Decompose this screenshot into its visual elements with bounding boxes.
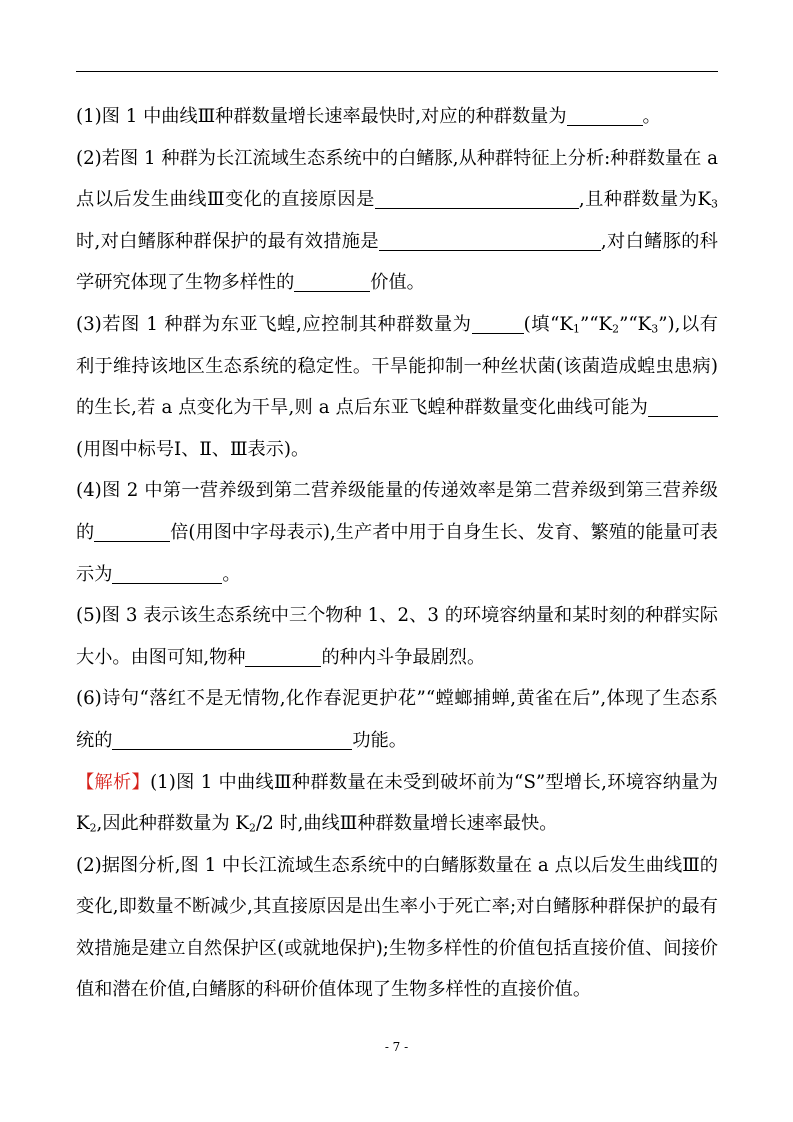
analysis-p1-sub: 2 [89, 821, 97, 835]
q2-k: K [697, 189, 712, 211]
analysis-tag: 【解析】 [76, 771, 151, 793]
q2-text-b: ,且种群数量为 [578, 189, 698, 211]
document-body [76, 96, 718, 1011]
question-6 [76, 678, 718, 761]
q3-sub-3: 3 [651, 322, 659, 336]
answer-blank-3a[interactable] [472, 314, 524, 334]
answer-blank-5[interactable] [245, 647, 321, 667]
q2-text-d: ,对白鳍豚的科学研究体现了生物多样性的 [76, 230, 718, 294]
q4-text-b: 倍(用图中字母表示),生产者中用于自身生长、发育、繁殖的能量可表示为 [76, 521, 718, 585]
q1-text: (1)图 1 中曲线Ⅲ种群数量增长速率最快时,对应的种群数量为 [76, 106, 567, 127]
q3-sub-2: 2 [612, 322, 620, 336]
q3-sub-1: 1 [572, 322, 580, 336]
question-4 [76, 470, 718, 595]
analysis-p1-sub2: 2 [249, 821, 256, 835]
answer-blank-2c[interactable] [294, 272, 370, 292]
q3-text-d: ”“K [619, 313, 652, 335]
q5-text-a: (5)图 3 表示该生态系统中三个物种 1、2、3 的环境容纳量和某时刻的种群实际大小。由图可知,物种 [76, 605, 718, 668]
answer-blank-2b[interactable] [379, 231, 601, 251]
q3-text-c: ”“K [579, 313, 613, 335]
q6-text-b: 功能。 [352, 729, 407, 751]
analysis-paragraph-2 [76, 845, 718, 1011]
analysis-p1-b: ,因此种群数量为 K [96, 813, 250, 835]
page-number: - 7 - [384, 1040, 409, 1054]
question-2 [76, 138, 718, 304]
question-3 [76, 304, 718, 470]
answer-blank-4b[interactable] [112, 563, 222, 583]
header-rule [76, 71, 718, 72]
q6-text-a: (6)诗句“落红不是无情物,化作春泥更护花”“螳螂捕蝉,黄雀在后”,体现了生态系统的 [76, 688, 718, 751]
q1-end: 。 [642, 106, 661, 127]
q4-text-c: 。 [222, 563, 241, 585]
question-1 [76, 96, 718, 138]
answer-blank-1[interactable] [567, 106, 643, 126]
q2-text-c: 时,对白鳍豚种群保护的最有效措施是 [76, 230, 379, 252]
q3-text-f: (用图中标号Ⅰ、Ⅱ、Ⅲ表示)。 [76, 438, 310, 460]
q3-text-e: ”),以有利于维持该地区生态系统的稳定性。干旱能抑制一种丝状菌(该菌造成蝗虫患病)的生长,若 a 点变化为干旱,则 a 点后东亚飞蝗种群数量变化曲线可能为 [76, 313, 718, 419]
answer-blank-4a[interactable] [94, 522, 170, 542]
analysis-p1-c: /2 时,曲线Ⅲ种群数量增长速率最快。 [255, 813, 558, 835]
q5-text-b: 的种内斗争最剧烈。 [321, 646, 486, 668]
question-5 [76, 595, 718, 678]
q2-text-a: (2)若图 1 种群为长江流域生态系统中的白鳍豚,从种群特征上分析:种群数量在 a 点以后发生曲线Ⅲ变化的直接原因是 [76, 147, 718, 211]
analysis-paragraph-1 [76, 762, 718, 845]
q2-text-e: 价值。 [370, 272, 425, 294]
answer-blank-3b[interactable] [648, 397, 718, 417]
analysis-p2: (2)据图分析,图 1 中长江流域生态系统中的白鳍豚数量在 a 点以后发生曲线Ⅲ的变化,即数量不断减少,其直接原因是出生率小于死亡率;对白鳍豚种群保护的最有效措施是建立自然保护区(或就地保护);生物多样性的价值包括直接价值、间接价值和潜在价值,白鳍豚的科研价值体现了生物多样性的直接价值。 [76, 854, 718, 1001]
answer-blank-6[interactable] [112, 730, 352, 750]
answer-blank-2a[interactable] [375, 189, 579, 209]
analysis-p1-a: (1)图 1 中曲线Ⅲ种群数量在未受到破坏前为“S”型增长,环境容纳量为 K [76, 771, 718, 835]
q3-text-b: (填“K [523, 313, 573, 335]
q2-k-sub: 3 [711, 197, 718, 211]
q3-text-a: (3)若图 1 种群为东亚飞蝗,应控制其种群数量为 [76, 313, 472, 335]
q4-text-a: (4)图 2 中第一营养级到第二营养级能量的传递效率是第二营养级到第三营养级的 [76, 480, 718, 543]
